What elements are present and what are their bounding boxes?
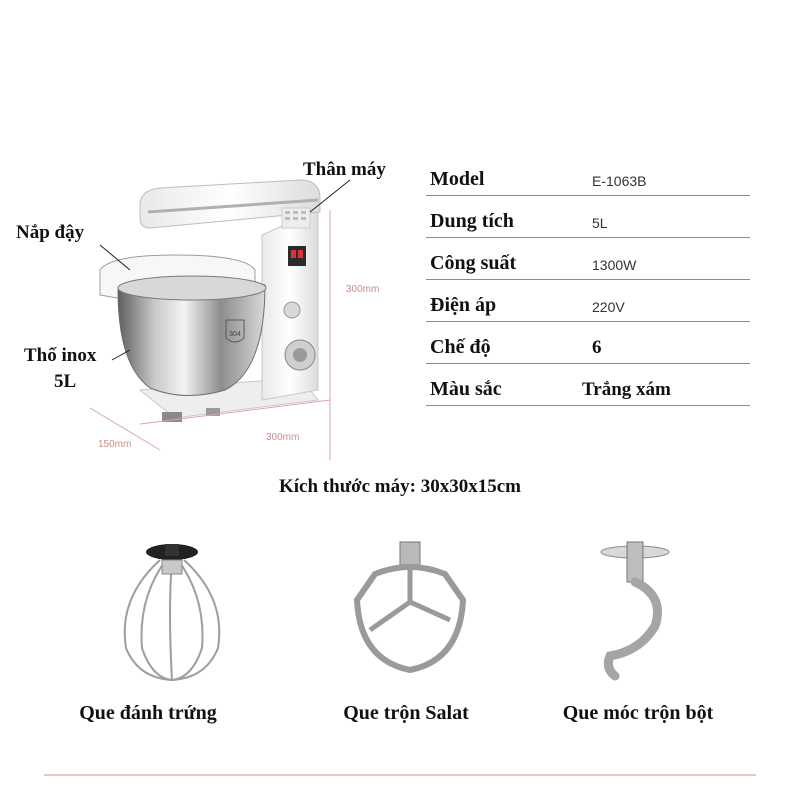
spec-value: 5L [592,215,608,231]
height-dimension: 300mm [346,284,380,295]
spec-value: Trắng xám [582,379,671,400]
body-callout: Thân máy [303,159,386,180]
spec-row-model [426,154,750,196]
dough-hook-image [585,536,695,686]
spec-label: Công suất [430,252,517,274]
stand-mixer-image [0,150,420,460]
spec-table [426,154,750,406]
spec-value: 6 [592,337,602,358]
spec-label: Màu sắc [430,378,502,400]
spec-row-power [426,238,750,280]
depth-dimension: 150mm [98,439,132,450]
bowl-callout-line2: 5L [54,371,77,392]
flat-beater-image [345,540,475,680]
product-figure [0,150,420,460]
spec-value: 1300W [592,257,637,273]
accessory-label-hook: Que móc trộn bột [562,702,714,724]
lid-callout: Nắp đậy [16,222,85,243]
spec-label: Dung tích [430,210,514,232]
bowl-badge: 304 [229,331,241,338]
spec-label: Model [430,168,485,190]
width-dimension: 300mm [266,432,300,443]
spec-value: 220V [592,299,625,315]
size-caption: Kích thước máy: 30x30x15cm [279,476,521,497]
spec-row-color [426,364,750,406]
accessory-label-beater: Que trộn Salat [343,702,469,724]
dough-hook-icon [585,536,695,686]
accessory-label-whisk: Que đánh trứng [79,702,217,724]
bottom-divider [44,774,756,776]
spec-value: E-1063B [592,173,647,189]
whisk-image [108,538,238,688]
spec-row-modes [426,322,750,364]
whisk-icon [108,538,238,688]
spec-row-capacity [426,196,750,238]
spec-label: Chế độ [430,336,491,358]
bowl-callout-line1: Thố inox [24,345,97,366]
spec-row-voltage [426,280,750,322]
flat-beater-icon [345,540,475,680]
spec-label: Điện áp [430,294,497,316]
